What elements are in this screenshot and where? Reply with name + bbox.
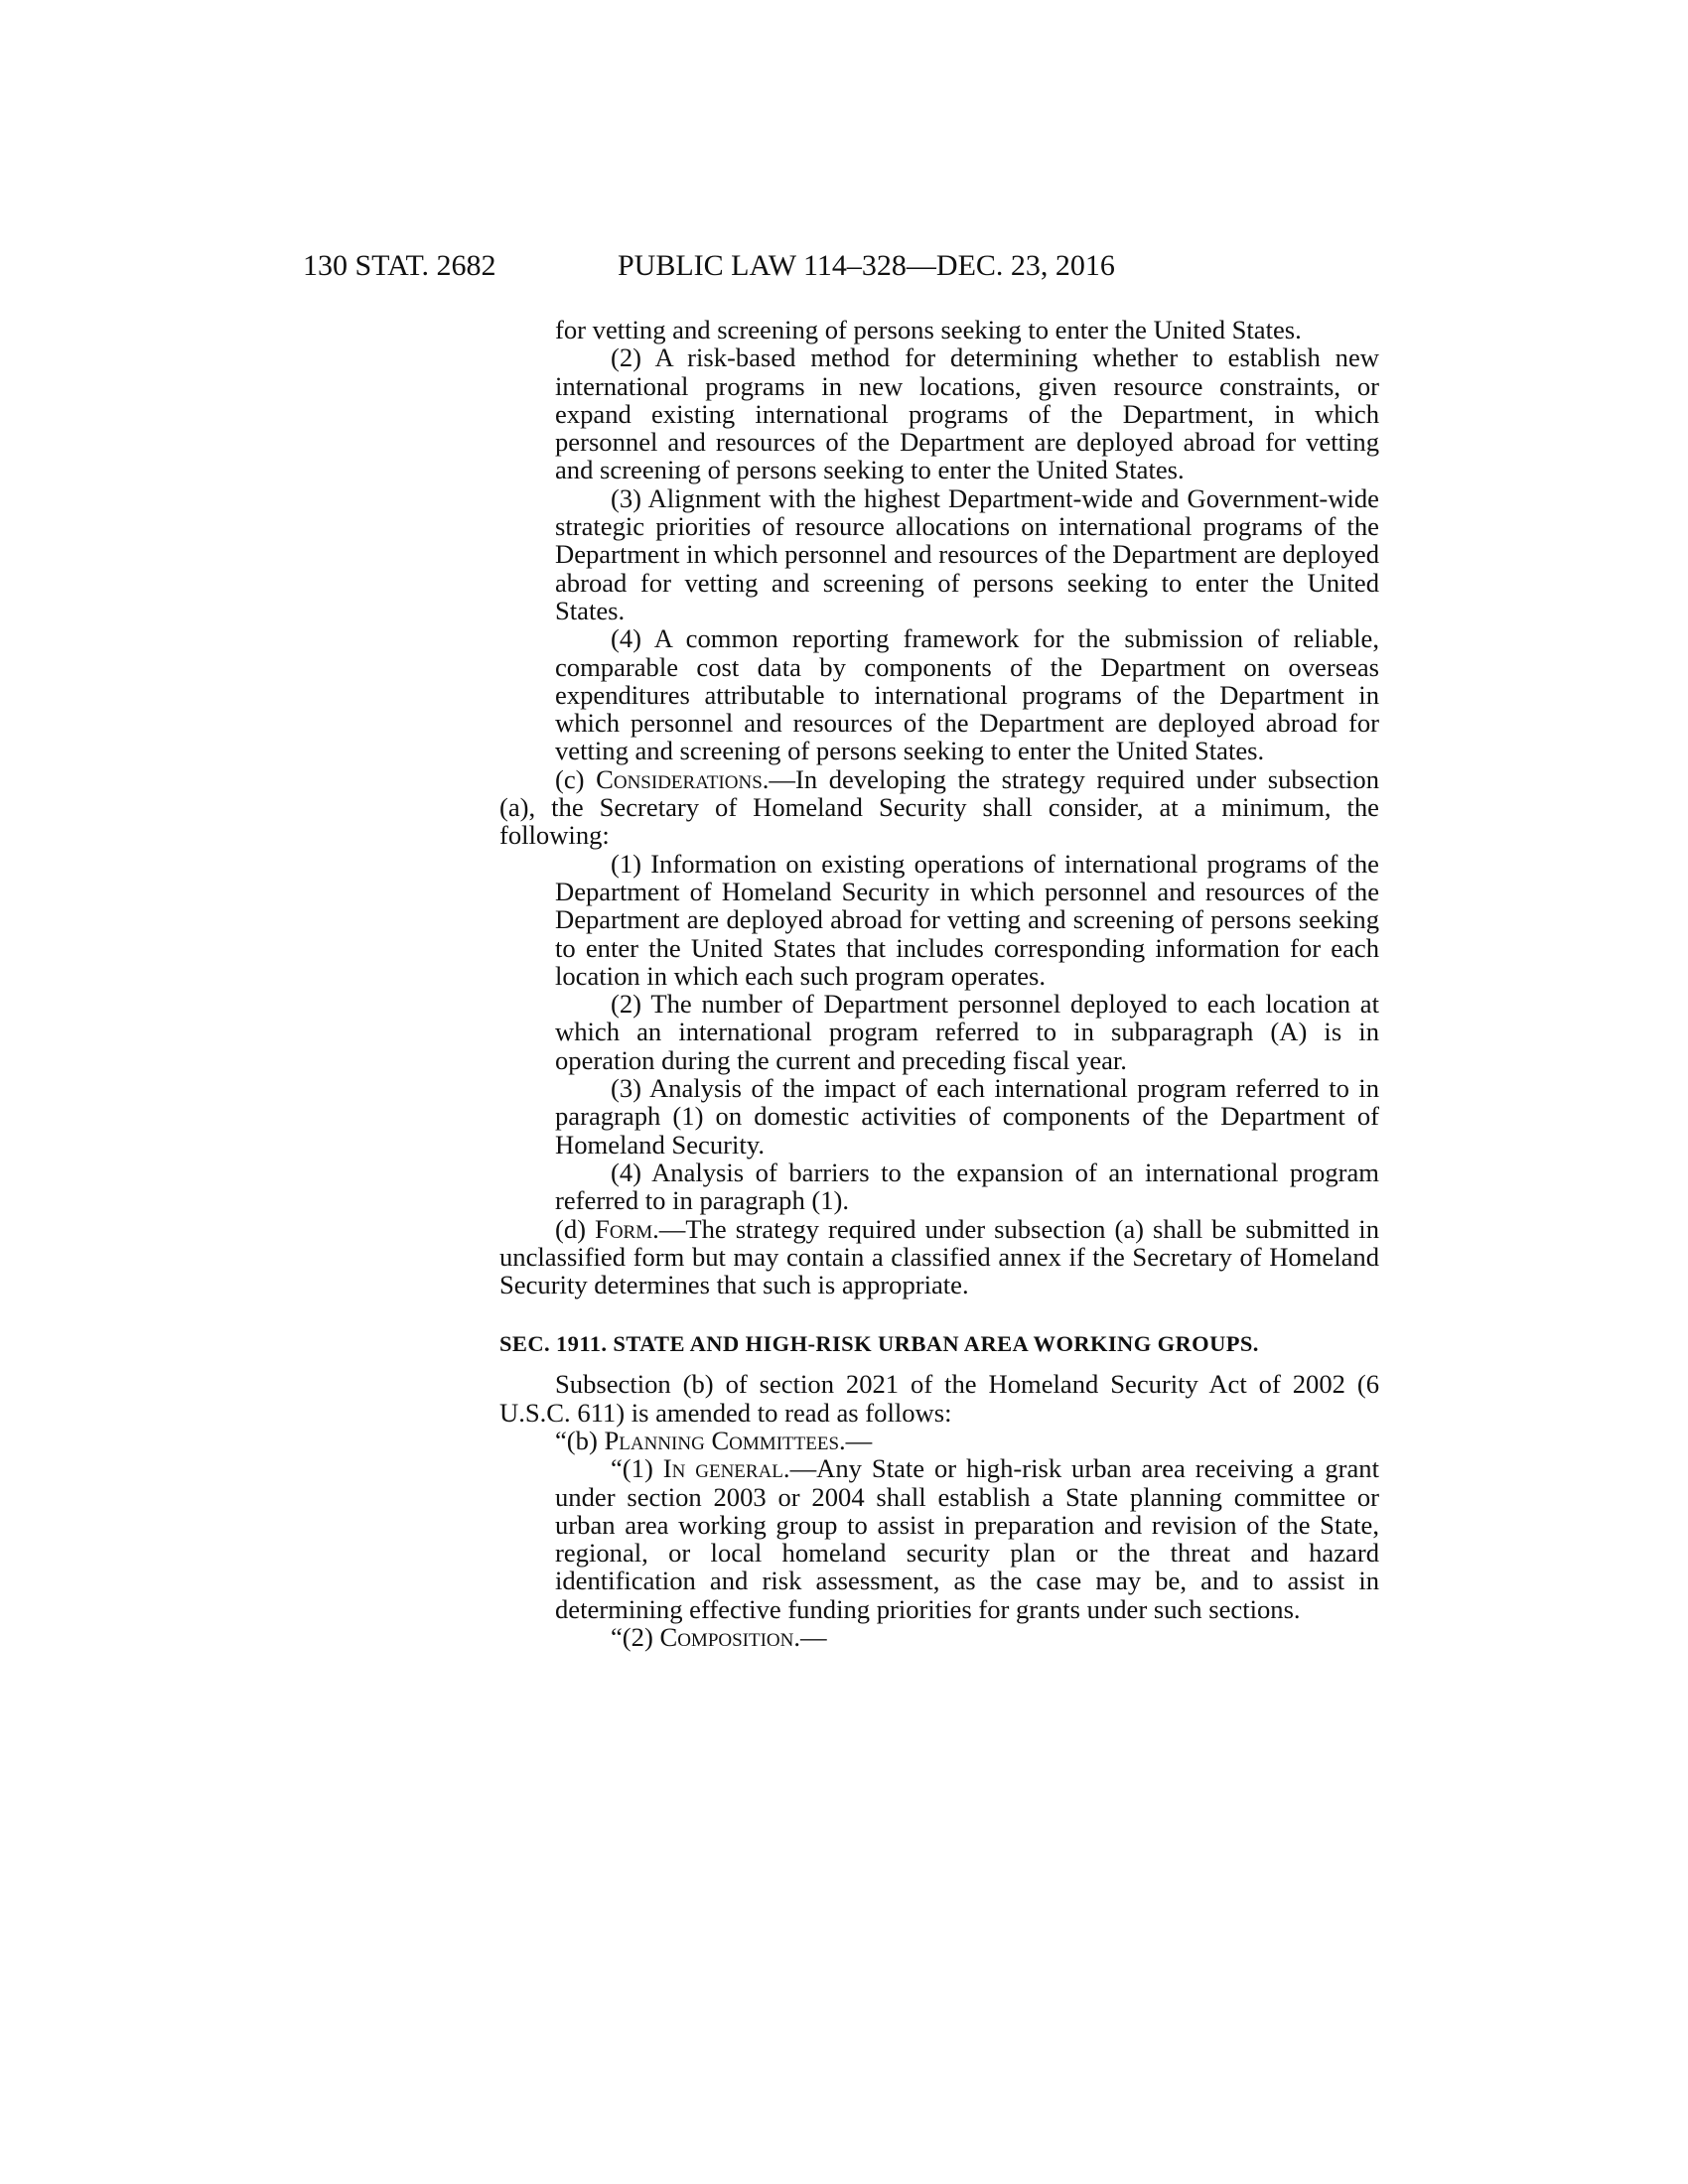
document-body	[499, 316, 1379, 1651]
quoted-1-text: .—Any State or high-risk urban area receiving a grant under section 2003 or 2004 shall establish a State planning committee or urban area working group to assist in preparation and revision of the State, regional, or local homeland security plan or the threat and hazard identification and risk assessment, as the case may be, and to assist in determining effective funding priorities for grants under such sections.	[555, 1453, 1379, 1624]
quoted-b-lead: “(b)	[555, 1425, 605, 1455]
subsection-d-heading: Form	[595, 1213, 653, 1244]
quoted-1-lead: “(1)	[611, 1453, 663, 1484]
quoted-b-heading: Planning Committees	[604, 1425, 840, 1455]
paragraph-c4: (4) Analysis of barriers to the expansion of an international program referred to in paragraph (1).	[555, 1157, 1379, 1216]
quoted-2-lead: “(2)	[611, 1622, 660, 1653]
subsection-d-text: .—The strategy required under subsection (a) shall be submitted in unclassified form but may contain a classified annex if the Secretary of Homeland Security determines that such is appropriate.	[499, 1213, 1379, 1300]
subsection-c-heading: Considerations	[596, 763, 763, 794]
subsection-c-lead: (c)	[555, 763, 597, 794]
paragraph-c1: (1) Information on existing operations of international programs of the Department of Homeland Security in which personnel and resources of the Department are deployed abroad for vetting and screening of persons seeking to enter the United States that includes corresponding information for each location in which each such program operates.	[555, 848, 1379, 991]
paragraph-b4: (4) A common reporting framework for the submission of reliable, comparable cost data by components of the Department on overseas expenditures attributable to international programs of the Department in which personnel and resources of the Department are deployed abroad for vetting and screening of persons seeking to enter the United States.	[555, 623, 1379, 766]
subsection-d-lead: (d)	[555, 1213, 596, 1244]
quoted-1-heading: In general	[662, 1453, 783, 1484]
quoted-b-tail: .—	[839, 1425, 873, 1455]
paragraph-c2: (2) The number of Department personnel deployed to each location at which an international program referred to in subparagraph (A) is in operation during the current and preceding fiscal year.	[555, 989, 1379, 1075]
quoted-subsection-b	[499, 1427, 1379, 1454]
paragraph-c3: (3) Analysis of the impact of each international program referred to in paragraph (1) on domestic activities of components of the Department of Homeland Security.	[555, 1073, 1379, 1160]
statute-page-reference: 130 STAT. 2682	[303, 249, 496, 282]
subsection-c-text: .—In developing the strategy required under subsection (a), the Secretary of Homeland Security shall consider, at a minimum, the following:	[499, 763, 1379, 851]
paragraph-b2: (2) A risk-based method for determining whether to establish new international programs in new locations, given resource constraints, or expand existing international programs of the Department, in which personnel and resources of the Department are deployed abroad for vetting and screening of persons seeking to enter the United States.	[555, 342, 1379, 485]
paragraph-b3: (3) Alignment with the highest Department-wide and Government-wide strategic priorities of resource allocations on international programs of the Department in which personnel and resources of the Department are deployed abroad for vetting and screening of persons seeking to enter the United States.	[555, 482, 1380, 625]
section-intro: Subsection (b) of section 2021 of the Homeland Security Act of 2002 (6 U.S.C. 611) is amended to read as follows:	[499, 1369, 1379, 1428]
page-header	[0, 246, 1688, 286]
quoted-paragraph-1	[499, 1454, 1379, 1623]
quoted-paragraph-2	[499, 1623, 1379, 1651]
section-heading: SEC. 1911. STATE AND HIGH-RISK URBAN AREA WORKING GROUPS.	[499, 1331, 1259, 1357]
subsection-c	[499, 765, 1379, 850]
quoted-2-heading: Composition	[659, 1622, 794, 1653]
continuation-paragraph: for vetting and screening of persons seeking to enter the United States.	[555, 315, 1302, 344]
quoted-2-tail: .—	[793, 1622, 827, 1653]
public-law-running-head: PUBLIC LAW 114–328—DEC. 23, 2016	[618, 249, 1115, 282]
subsection-d	[499, 1215, 1379, 1299]
